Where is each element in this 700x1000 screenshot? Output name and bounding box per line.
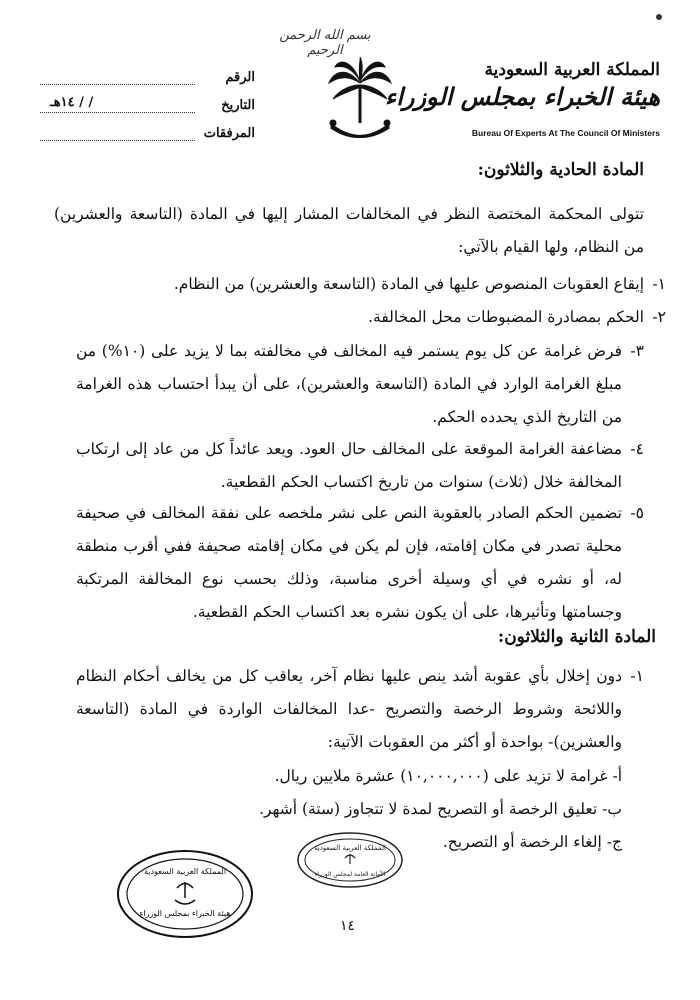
subitem-text: غرامة لا تزيد على (١٠,٠٠٠,٠٠٠) عشرة ملايين ريال. xyxy=(274,767,608,785)
number-label: الرقم xyxy=(225,70,255,85)
article-31-item-2 xyxy=(76,301,666,334)
item-text: إيقاع العقوبات المنصوص عليها في المادة (التاسعة والعشرين) من النظام. xyxy=(173,275,644,293)
item-number: ١- xyxy=(630,667,644,685)
item-text: مضاعفة الغرامة الموقعة على المخالف حال العود. ويعد عائداً كل من عاد إلى ارتكاب المخالفة خلال (ثلاث) سنوات من تاريخ اكتساب الحكم القطعية. xyxy=(76,440,622,491)
date-line xyxy=(40,112,195,113)
item-number: ١- xyxy=(652,275,666,293)
page-number: ١٤ xyxy=(340,918,356,934)
subitem-text: إلغاء الرخصة أو التصريح. xyxy=(442,833,602,851)
subitem-number: ج- xyxy=(606,833,622,851)
subitem-number: أ- xyxy=(612,767,622,785)
attachments-line xyxy=(40,140,195,141)
item-number: ٥- xyxy=(630,504,644,522)
country-name: المملكة العربية السعودية xyxy=(484,60,660,80)
article-32-item-1 xyxy=(76,660,644,759)
article-31-item-4 xyxy=(76,433,644,499)
item-number: ٤- xyxy=(630,440,644,458)
article-31-item-3 xyxy=(76,335,644,434)
item-text: دون إخلال بأي عقوبة أشد ينص عليها نظام آخر، يعاقب كل من يخالف أحكام النظام واللائحة وشروط الرخصة والتصريح -عدا المخالفات الواردة في المادة (التاسعة والعشرين)- بواحدة أو أكثر من العقوبات الآتية: xyxy=(76,667,622,751)
subitem-number: ب- xyxy=(602,800,622,818)
basmala: بسم الله الرحمن الرحيم xyxy=(279,28,371,58)
date-value: / / ١٤هـ xyxy=(50,95,94,110)
item-number: ٣- xyxy=(630,342,644,360)
article-32-heading: المادة الثانية والثلاثون: xyxy=(497,627,656,647)
organization-name-english: Bureau Of Experts At The Council Of Ministers xyxy=(471,128,660,138)
organization-name-arabic: هيئة الخبراء بمجلس الوزراء xyxy=(384,82,660,111)
article-32-subitem-b xyxy=(182,793,622,826)
bureau-stamp xyxy=(115,848,255,940)
item-text: تضمين الحكم الصادر بالعقوبة النص على نشر ملخصه على نفقة المخالف في صحيفة محلية تصدر في مكان إقامته، فإن لم يكن في مكان إقامته صحيفة ففي أقرب منطقة له، أو نشره في أي وسيلة أخرى مناسبة، وذلك بحسب نوع المخالفة المرتكبة وجسامتها وتأثيرها، على أن يكون نشره بعد اكتساب الحكم القطعية. xyxy=(76,504,622,621)
stamp-left-top-text: المملكة العربية السعودية xyxy=(143,867,227,876)
item-number: ٢- xyxy=(652,308,666,326)
stamp-mid-bottom-text: الأمانة العامة لمجلس الوزراء xyxy=(314,871,386,878)
corner-dot xyxy=(656,14,662,20)
subitem-text: تعليق الرخصة أو التصريح لمدة لا تتجاوز (ستة) أشهر. xyxy=(259,800,598,818)
article-31-intro: تتولى المحكمة المختصة النظر في المخالفات المشار إليها في المادة (التاسعة والعشرين) من النظام، ولها القيام بالآتي: xyxy=(54,205,644,256)
general-secretariat-stamp xyxy=(295,830,405,890)
article-32-subitem-a xyxy=(182,760,622,793)
item-text: الحكم بمصادرة المضبوطات محل المخالفة. xyxy=(368,308,644,326)
article-31-item-1 xyxy=(76,268,666,301)
article-31-heading: المادة الحادية والثلاثون: xyxy=(477,160,644,180)
stamp-mid-top-text: المملكة العربية السعودية xyxy=(314,844,386,852)
item-text: فرض غرامة عن كل يوم يستمر فيه المخالف في مخالفته بما لا يزيد على (١٠%) من مبلغ الغرامة الوارد في المادة (التاسعة والعشرين)، على أن يبدأ احتساب هذه الغرامة من التاريخ الذي يحدده الحكم. xyxy=(76,342,622,426)
article-31-item-5 xyxy=(76,497,644,629)
date-label: التاريخ xyxy=(221,98,255,113)
attachments-label: المرفقات xyxy=(203,126,255,141)
number-line xyxy=(40,84,195,85)
stamp-left-bottom-text: هيئة الخبراء بمجلس الوزراء xyxy=(139,909,231,918)
